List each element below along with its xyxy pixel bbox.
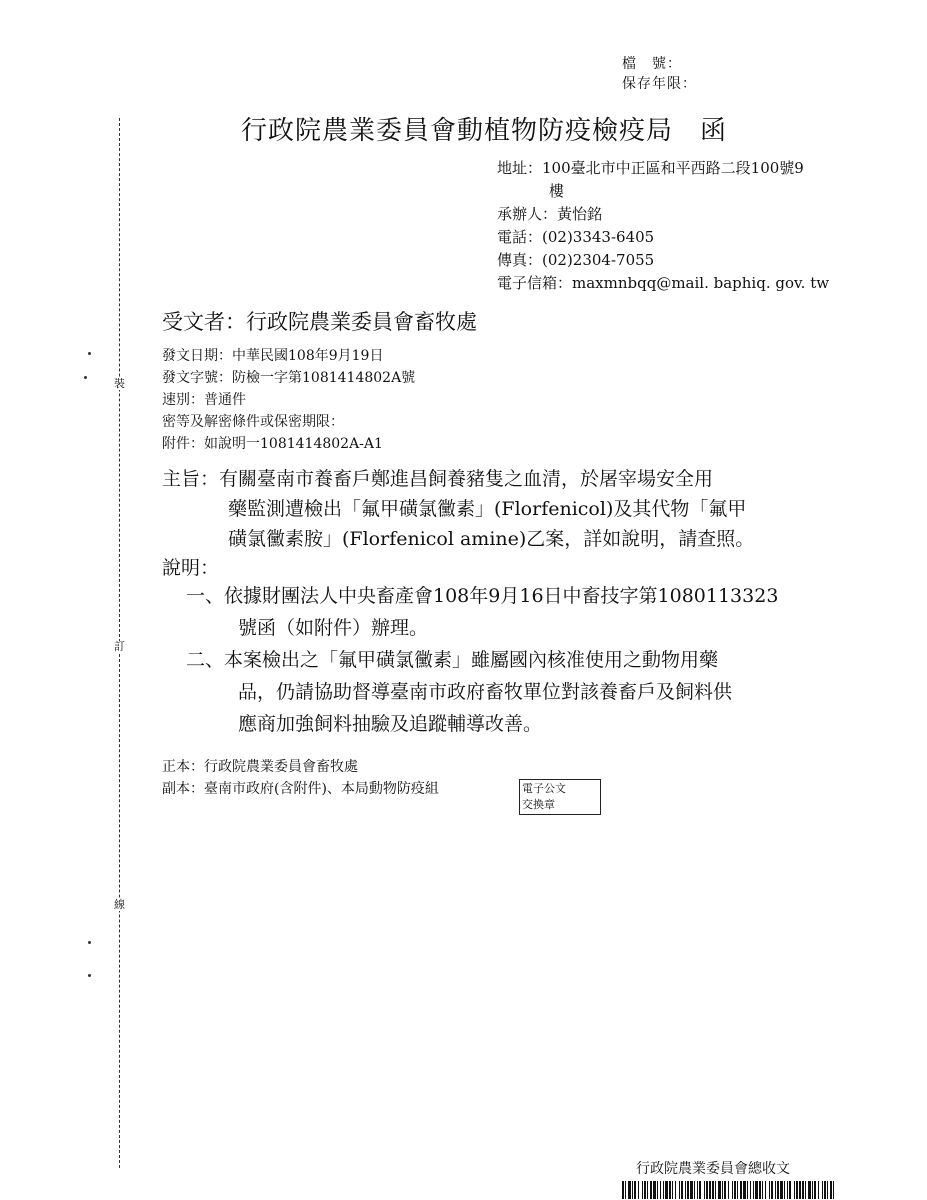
barcode-bar: [799, 1181, 801, 1199]
attachment-info: 附件：如說明一1081414802A-A1: [162, 436, 383, 452]
sender-info: [497, 157, 857, 295]
barcode-bar: [709, 1181, 711, 1199]
scan-speck: [88, 974, 91, 977]
barcode-bar: [796, 1181, 798, 1199]
barcode-bar: [750, 1181, 751, 1199]
barcode-bar: [718, 1181, 721, 1199]
explanation-item-1: 一、依據財團法人中央畜產會108年9月16日中畜技字第1080113323: [186, 585, 779, 607]
barcode-bar: [777, 1181, 779, 1199]
barcode-bar: [644, 1181, 646, 1199]
barcode-bar: [694, 1181, 695, 1199]
barcode-bar: [675, 1181, 676, 1199]
barcode-bar: [704, 1181, 705, 1199]
secrecy-level: 密等及解密條件或保密期限：: [162, 414, 344, 430]
barcode-bar: [634, 1181, 636, 1199]
barcode-bar: [753, 1181, 754, 1199]
barcode-bar: [780, 1181, 783, 1199]
explanation-item-2-cont: 品，仍請協助督導臺南市政府畜牧單位對該養畜戶及飼料供: [238, 681, 733, 703]
file-number-label: 檔 號：: [622, 56, 682, 72]
document-title: 行政院農業委員會動植物防疫檢疫局 函: [241, 116, 728, 146]
scan-speck: [84, 376, 87, 379]
barcode-bar: [681, 1181, 683, 1199]
barcode-bar: [650, 1181, 652, 1199]
document-number: 發文字號：防檢一字第1081414802A號: [162, 370, 416, 386]
barcode-bar: [697, 1181, 698, 1199]
barcode-bar: [724, 1181, 726, 1199]
e-document-stamp: [519, 779, 601, 815]
barcode-bar: [822, 1181, 823, 1199]
barcode-bar: [628, 1181, 631, 1199]
barcode-bar: [737, 1181, 738, 1199]
explanation-heading: 說明：: [162, 557, 220, 579]
barcode-bar: [732, 1181, 733, 1199]
barcode-bar: [762, 1181, 763, 1199]
barcode-bar: [818, 1181, 819, 1199]
address-value: 100臺北市中正區和平西路二段100號9: [542, 159, 804, 177]
barcode-bar: [830, 1181, 832, 1199]
barcode-bar: [647, 1181, 648, 1199]
barcode-bar: [827, 1181, 828, 1199]
barcode-bar: [663, 1181, 664, 1199]
barcode-bar: [622, 1181, 624, 1199]
explanation-item-2-cont: 應商加強飼料抽驗及追蹤輔導改善。: [238, 713, 543, 735]
barcode-bar: [740, 1181, 742, 1199]
barcode-bar: [625, 1181, 626, 1199]
barcode-bar: [638, 1181, 639, 1199]
cc-recipients: 副本：臺南市政府(含附件)、本局動物防疫組: [162, 781, 439, 797]
barcode-bar: [632, 1181, 633, 1199]
barcode-bar: [728, 1181, 729, 1199]
delivery-speed: 速別：普通件: [162, 392, 246, 408]
barcode-bar: [784, 1181, 785, 1199]
barcode: [622, 1181, 834, 1199]
subject-line: 藥監測遭檢出「氟甲磺氯黴素」(Florfenicol)及其代物「氟甲: [228, 498, 747, 520]
recipient: 受文者：行政院農業委員會畜牧處: [162, 310, 477, 334]
phone-number: 電話：(02)3343-6405: [497, 228, 655, 246]
original-recipient: 正本：行政院農業委員會畜牧處: [162, 759, 358, 775]
barcode-bar: [715, 1181, 716, 1199]
barcode-bar: [755, 1181, 758, 1199]
barcode-bar: [808, 1181, 811, 1199]
barcode-bar: [672, 1181, 673, 1199]
barcode-bar: [712, 1181, 714, 1199]
barcode-bar: [687, 1181, 689, 1199]
barcode-bar: [653, 1181, 656, 1199]
barcode-bar: [706, 1181, 708, 1199]
address-continuation: 樓: [549, 182, 565, 200]
barcode-bar: [812, 1181, 813, 1199]
barcode-bar: [833, 1181, 834, 1199]
barcode-bar: [759, 1181, 761, 1199]
retention-period-label: 保存年限：: [622, 76, 697, 92]
barcode-bar: [660, 1181, 661, 1199]
explanation-items: [186, 580, 778, 740]
barcode-bar: [722, 1181, 723, 1199]
issue-date: 發文日期：中華民國108年9月19日: [162, 348, 384, 364]
subject-section: [162, 464, 754, 554]
explanation-item-2: 二、本案檢出之「氟甲磺氯黴素」雖屬國內核准使用之動物用藥: [186, 649, 719, 671]
barcode-bar: [769, 1181, 770, 1199]
stamp-line: 交換章: [522, 798, 555, 811]
barcode-bar: [743, 1181, 746, 1199]
archive-info: [622, 54, 697, 94]
binding-mark-top: 裝: [114, 377, 125, 390]
barcode-bar: [802, 1181, 804, 1199]
scan-speck: [88, 941, 91, 944]
barcode-bar: [747, 1181, 748, 1199]
barcode-bar: [665, 1181, 668, 1199]
barcode-bar: [699, 1181, 701, 1199]
contact-person: 承辦人：黃怡銘: [497, 205, 603, 223]
barcode-bar: [642, 1181, 643, 1199]
fax-number: 傳真：(02)2304-7055: [497, 251, 655, 269]
barcode-bar: [787, 1181, 788, 1199]
barcode-bar: [679, 1181, 680, 1199]
barcode-bar: [805, 1181, 806, 1199]
barcode-bar: [789, 1181, 791, 1199]
binding-mark-bottom: 線: [114, 898, 125, 911]
stamp-line: 電子公文: [522, 782, 566, 795]
email-address: 電子信箱：maxmnbqq@mail. baphiq. gov. tw: [497, 274, 830, 292]
scan-speck: [88, 352, 91, 355]
barcode-bar: [690, 1181, 693, 1199]
document-meta: [162, 345, 415, 455]
barcode-bar: [669, 1181, 671, 1199]
binding-mark-middle: 訂: [114, 640, 125, 653]
barcode-bar: [685, 1181, 686, 1199]
barcode-bar: [657, 1181, 658, 1199]
distribution-list: [162, 756, 439, 800]
barcode-bar: [794, 1181, 795, 1199]
barcode-bar: [775, 1181, 776, 1199]
receipt-label: 行政院農業委員會總收文: [636, 1161, 790, 1177]
barcode-bar: [765, 1181, 766, 1199]
address-label: 地址：: [497, 159, 543, 177]
subject-line: 主旨：有關臺南市養畜戶鄭進昌飼養豬隻之血清，於屠宰場安全用: [162, 468, 714, 490]
barcode-bar: [824, 1181, 826, 1199]
barcode-bar: [771, 1181, 773, 1199]
explanation-item-1-cont: 號函（如附件）辦理。: [238, 617, 429, 639]
subject-line: 磺氯黴素胺」(Florfenicol amine)乙案，詳如說明，請查照。: [228, 528, 755, 550]
barcode-bar: [814, 1181, 816, 1199]
barcode-bar: [734, 1181, 736, 1199]
